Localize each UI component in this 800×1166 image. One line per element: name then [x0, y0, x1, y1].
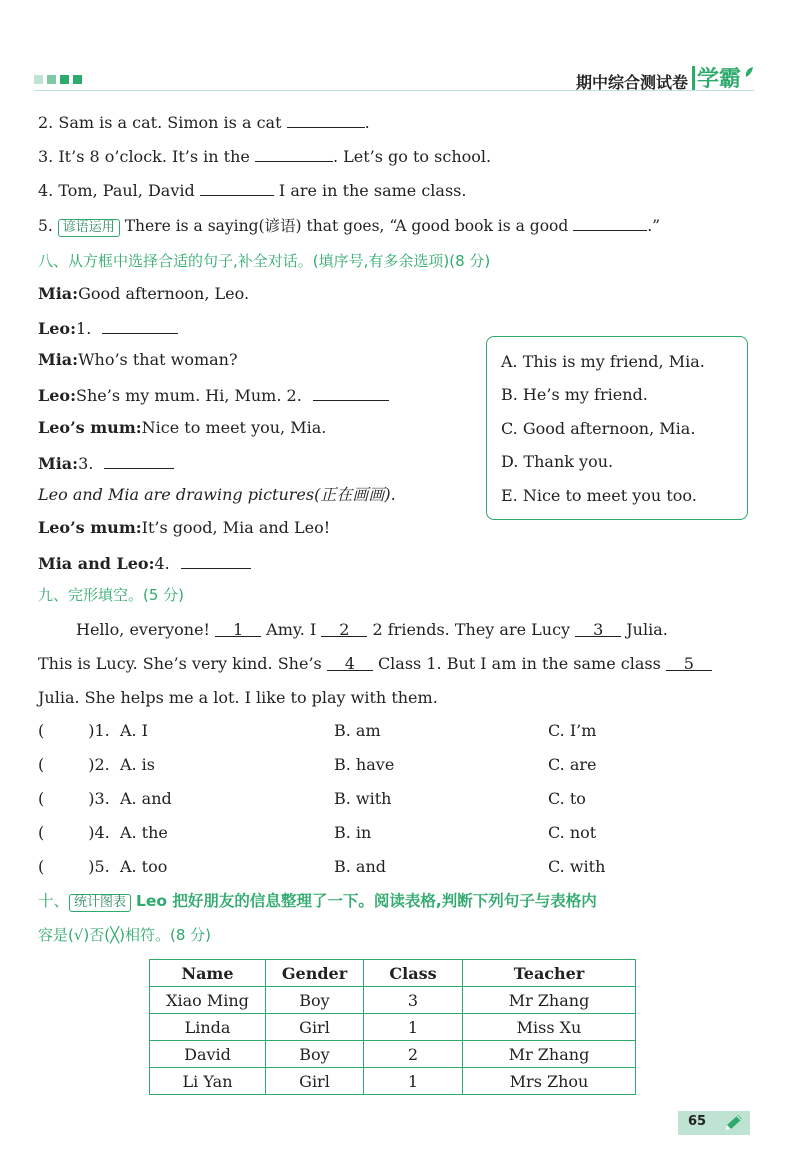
table-row — [150, 1014, 636, 1041]
brand-logo: 学霸 — [697, 67, 742, 92]
answer-blank[interactable] — [255, 145, 333, 162]
choice-option: B. am — [334, 721, 381, 740]
fill-item: 3. It’s 8 o’clock. It’s in the . Let’s go to school. — [38, 147, 492, 166]
dialogue-line: Mia:Good afternoon, Leo. — [38, 284, 250, 303]
answer-blank[interactable] — [181, 552, 251, 569]
answer-blank[interactable] — [102, 317, 178, 334]
choice-question: ( )2. A. is — [38, 755, 155, 774]
table-cell: 3 — [364, 987, 463, 1014]
dialogue-line: Mia and Leo:4. — [38, 552, 251, 574]
section-8-title: 八、从方框中选择合适的句子,补全对话。(填序号,有多余选项)(8 分) — [38, 252, 491, 270]
choice-option: C. to — [548, 789, 586, 808]
answer-paren[interactable]: ( — [38, 755, 45, 774]
table-cell: Girl — [266, 1068, 364, 1095]
table-header: Name — [150, 960, 266, 987]
dialogue-line: Leo:She’s my mum. Hi, Mum. 2. — [38, 384, 389, 406]
cloze-paragraph-line: Julia. She helps me a lot. I like to play with them. — [38, 688, 438, 707]
table-cell: Mr Zhang — [463, 1041, 636, 1068]
section-9-title: 九、完形填空。(5 分) — [38, 586, 185, 604]
answer-paren[interactable]: ( — [38, 789, 45, 808]
cloze-paragraph-line: This is Lucy. She’s very kind. She’s 4 Class 1. But I am in the same class 5 — [38, 654, 712, 674]
table-cell: Xiao Ming — [150, 987, 266, 1014]
answer-paren[interactable]: ( — [38, 823, 45, 842]
option-item: C. Good afternoon, Mia. — [501, 419, 696, 438]
choice-option: C. I’m — [548, 721, 597, 740]
page-number: 65 — [688, 1114, 707, 1129]
table-cell: Miss Xu — [463, 1014, 636, 1041]
option-item: E. Nice to meet you too. — [501, 486, 697, 505]
choice-question: ( )1. A. I — [38, 721, 148, 740]
narration-line: Leo and Mia are drawing pictures(正在画画). — [38, 485, 396, 504]
dialogue-line: Mia:3. — [38, 452, 174, 474]
choice-question: ( )3. A. and — [38, 789, 172, 808]
table-cell: Boy — [266, 1041, 364, 1068]
leaf-icon — [744, 66, 754, 78]
page-header — [0, 0, 800, 100]
dialogue-line: Leo:1. — [38, 317, 178, 339]
answer-paren[interactable]: ( — [38, 721, 45, 740]
table-header: Teacher — [463, 960, 636, 987]
choice-option: C. are — [548, 755, 597, 774]
header-square — [34, 75, 43, 84]
table-cell: Girl — [266, 1014, 364, 1041]
table-header: Class — [364, 960, 463, 987]
table-row — [150, 1041, 636, 1068]
table-header-row — [150, 960, 636, 987]
answer-blank[interactable] — [313, 384, 389, 401]
table-cell: David — [150, 1041, 266, 1068]
header-square — [47, 75, 56, 84]
table-cell: 1 — [364, 1014, 463, 1041]
choice-option: C. with — [548, 857, 606, 876]
answer-blank[interactable] — [287, 111, 365, 128]
cloze-blank[interactable]: 3 — [575, 620, 621, 637]
choice-option: C. not — [548, 823, 597, 842]
option-item: B. He’s my friend. — [501, 385, 648, 404]
header-square — [60, 75, 69, 84]
option-item: D. Thank you. — [501, 452, 614, 471]
table-cell: Mr Zhang — [463, 987, 636, 1014]
pencil-icon — [722, 1113, 744, 1133]
dialogue-line: Leo’s mum:It’s good, Mia and Leo! — [38, 518, 331, 537]
friends-info-table — [149, 959, 636, 1095]
page-number-badge — [678, 1111, 750, 1135]
dialogue-line: Leo’s mum:Nice to meet you, Mia. — [38, 418, 327, 437]
fill-item: 5. 谚语运用 There is a saying(谚语) that goes, “A good book is a good .” — [38, 214, 660, 237]
table-cell: 2 — [364, 1041, 463, 1068]
choice-question: ( )4. A. the — [38, 823, 168, 842]
cloze-blank[interactable]: 5 — [666, 654, 712, 671]
choice-option: B. and — [334, 857, 387, 876]
header-square — [73, 75, 82, 84]
cloze-blank[interactable]: 2 — [321, 620, 367, 637]
table-row — [150, 987, 636, 1014]
option-item: A. This is my friend, Mia. — [501, 352, 705, 371]
header-separator — [692, 66, 695, 90]
table-cell: Mrs Zhou — [463, 1068, 636, 1095]
cloze-blank[interactable]: 4 — [327, 654, 373, 671]
table-cell: Li Yan — [150, 1068, 266, 1095]
choice-question: ( )5. A. too — [38, 857, 168, 876]
section-10-title-cont: 容是(√)否(╳)相符。(8 分) — [38, 926, 212, 944]
table-row — [150, 1068, 636, 1095]
table-header: Gender — [266, 960, 364, 987]
answer-blank[interactable] — [104, 452, 174, 469]
cloze-blank[interactable]: 1 — [215, 620, 261, 637]
skill-tag: 谚语运用 — [58, 219, 120, 237]
cloze-paragraph-line: Hello, everyone! 1 Amy. I 2 2 friends. They are Lucy 3 Julia. — [76, 620, 668, 639]
choice-option: B. in — [334, 823, 372, 842]
section-10-title: 十、 统计图表 Leo 把好朋友的信息整理了一下。阅读表格,判断下列句子与表格内 — [38, 892, 597, 910]
skill-tag: 统计图表 — [69, 894, 131, 912]
fill-item: 4. Tom, Paul, David I are in the same class. — [38, 181, 467, 200]
answer-paren[interactable]: ( — [38, 857, 45, 876]
answer-blank[interactable] — [573, 214, 647, 231]
table-cell: Linda — [150, 1014, 266, 1041]
header-title: 期中综合测试卷 — [575, 73, 688, 92]
answer-blank[interactable] — [200, 179, 274, 196]
table-cell: Boy — [266, 987, 364, 1014]
fill-item: 2. Sam is a cat. Simon is a cat . — [38, 113, 370, 132]
table-cell: 1 — [364, 1068, 463, 1095]
options-box — [486, 336, 748, 520]
choice-option: B. with — [334, 789, 392, 808]
dialogue-line: Mia:Who’s that woman? — [38, 350, 238, 369]
choice-option: B. have — [334, 755, 395, 774]
